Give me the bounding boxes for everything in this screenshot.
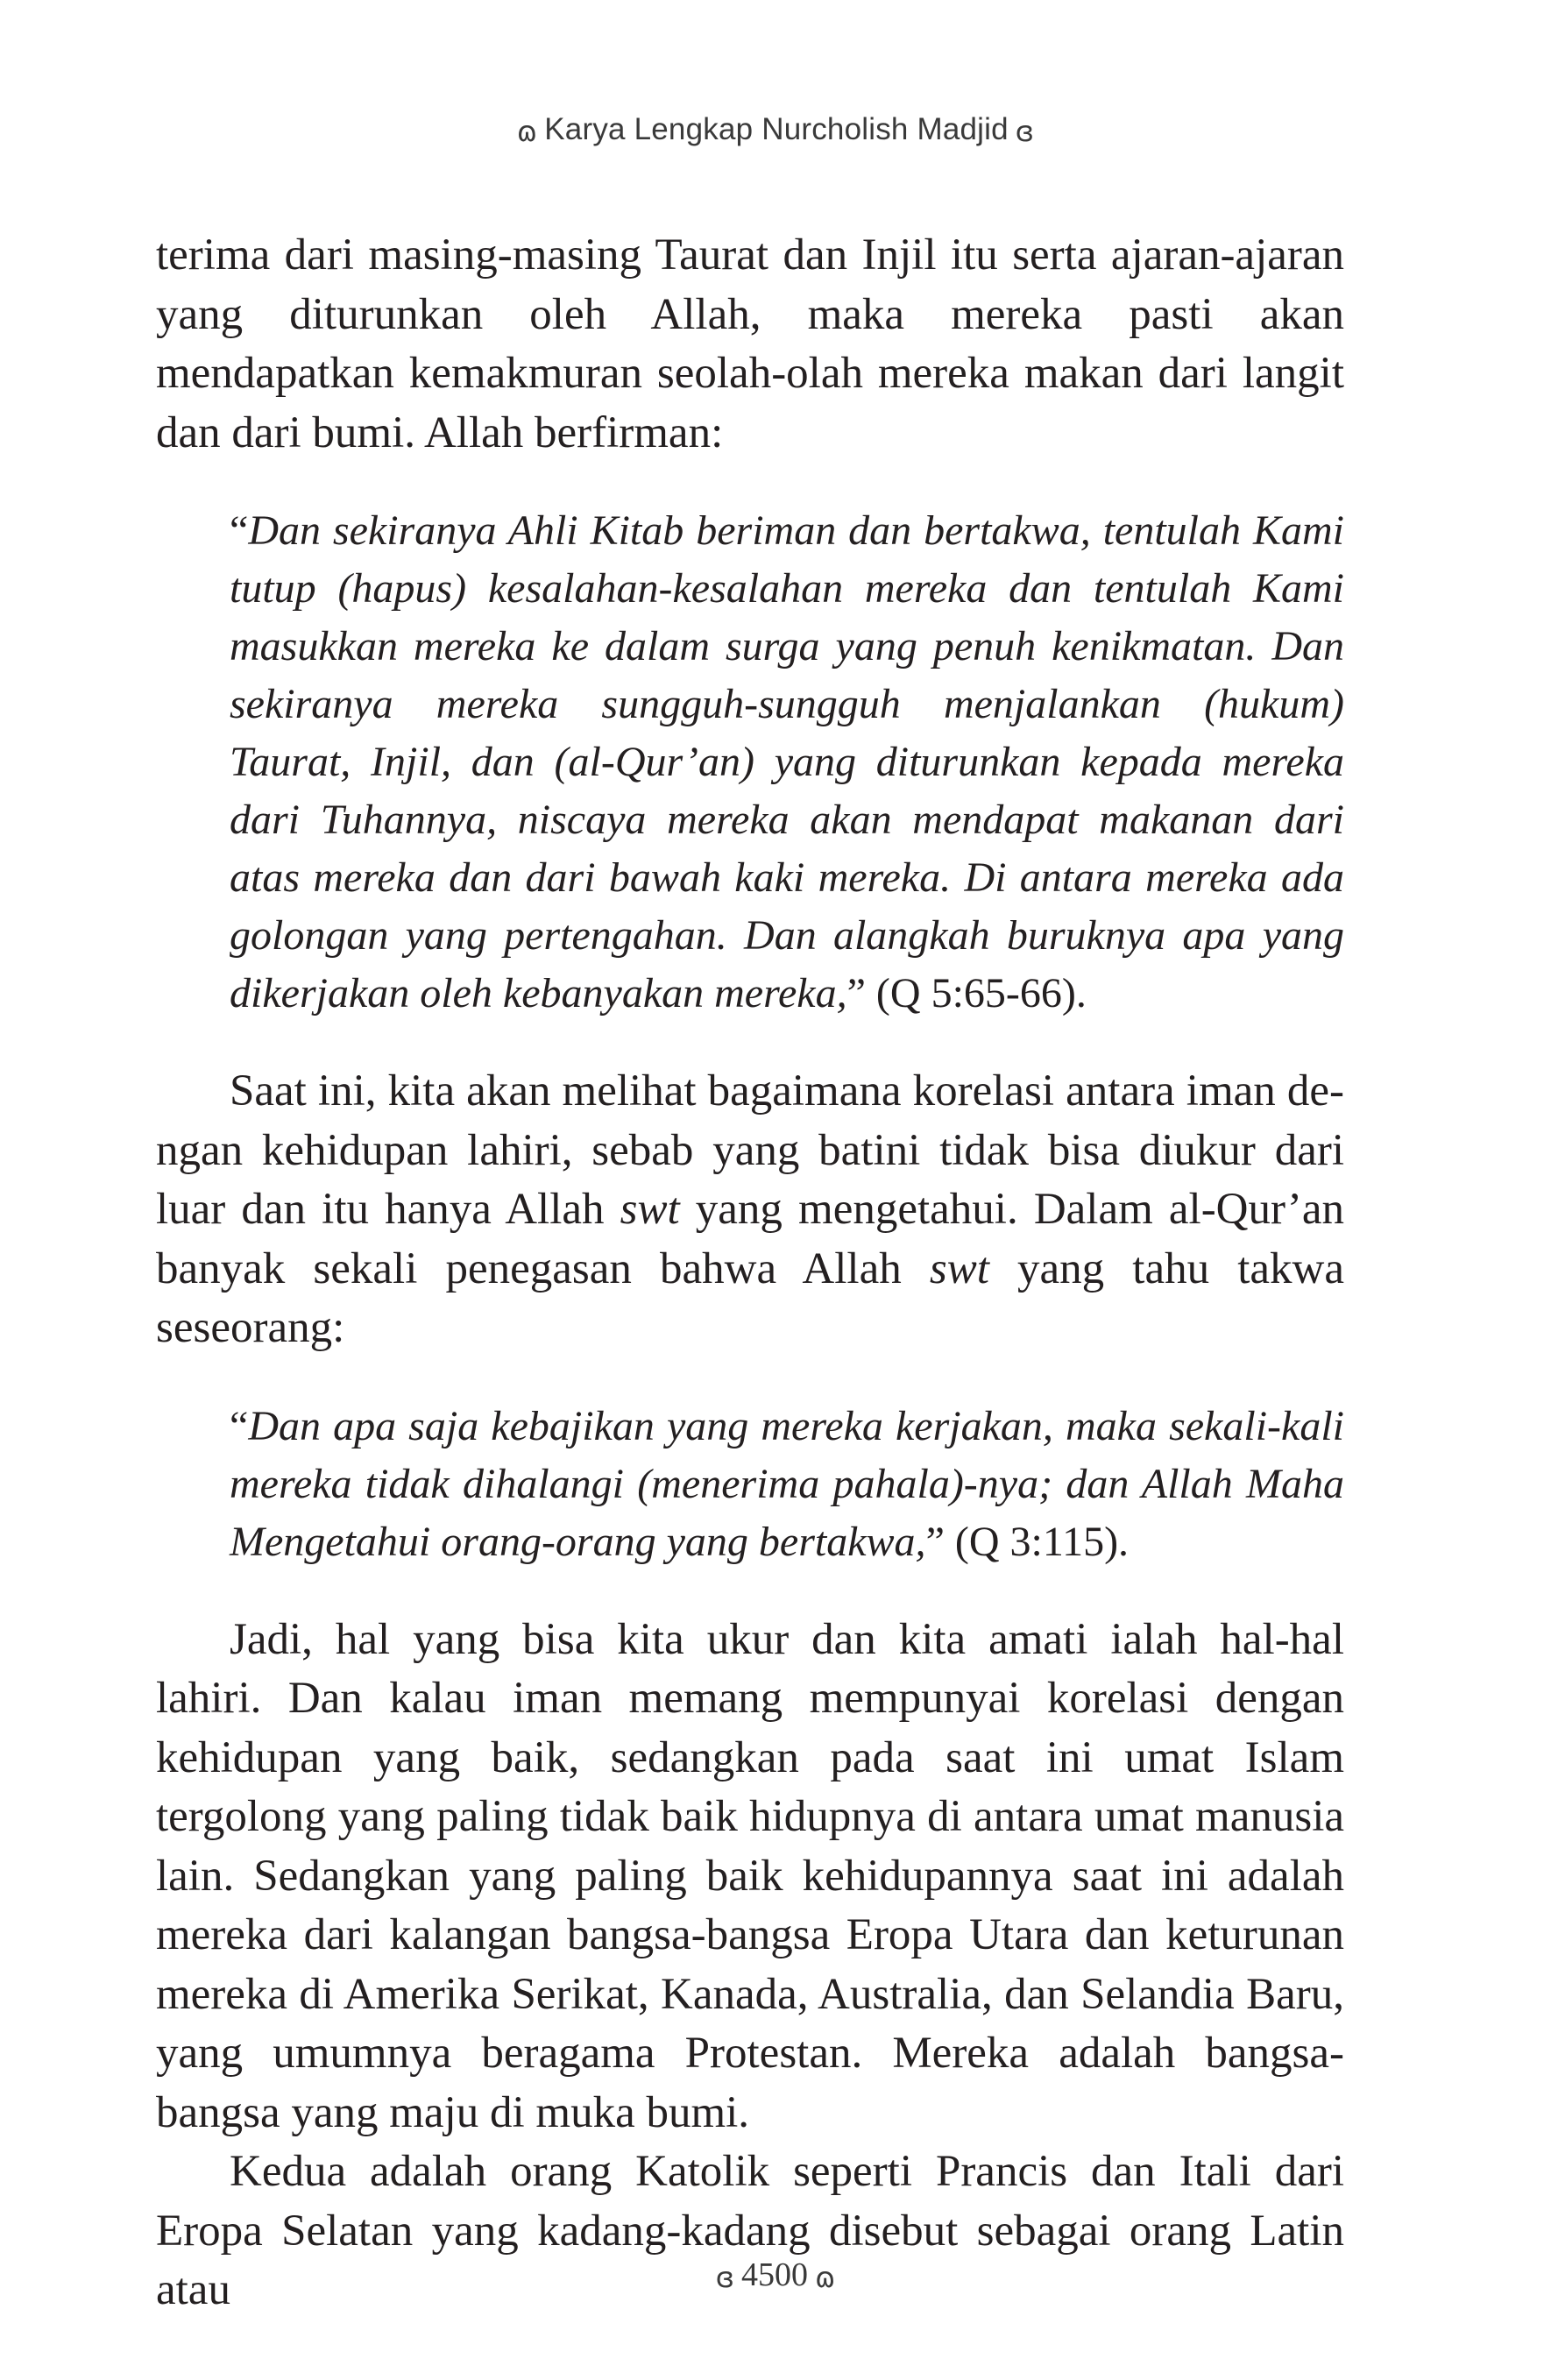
running-header	[0, 112, 1551, 148]
paragraph-2	[156, 1062, 1344, 1358]
quote-1-text: Dan sekiranya Ahli Kitab beriman dan bertakwa, tentulah Kami tutup (hapus) kesalahan-kesalahan mereka dan tentulah Kami masukkan mereka ke dalam surga yang penuh kenikmatan. Dan sekiranya mereka sungguh-sungguh menjalankan (hukum) Taurat, Injil, dan (al-Qur’an) yang diturunkan kepada mereka dari Tuhannya, niscaya mereka akan mendapat makanan dari atas mereka dan dari bawah kaki mereka. Di antara mereka ada golongan yang pertengahan. Dan alangkah buruknya apa yang dikerjakan oleh kebanyakan mereka,	[230, 507, 1344, 1016]
footer-ornament-left-icon: ɞ	[715, 2261, 734, 2295]
quote-1-citation: ” (Q 5:65-66).	[846, 970, 1087, 1016]
quote-1-open: “	[230, 507, 249, 554]
quote-block-1	[230, 502, 1344, 1023]
paragraph-1: terima dari masing-masing Taurat dan Injil itu serta ajaran-ajaran yang diturunkan oleh Allah, maka mereka pasti akan mendapatkan kemakmuran seolah-olah mereka makan dari langit dan dari bumi. Allah berfirman:	[156, 230, 1344, 457]
page-footer	[0, 2256, 1551, 2294]
book-title: Karya Lengkap Nurcholish Madjid	[544, 112, 1009, 146]
quote-block-2	[230, 1398, 1344, 1571]
page-number: 4500	[740, 2256, 808, 2293]
paragraph-2-swt-2: swt	[929, 1243, 989, 1293]
paragraph-2-part-c: yang tahu takwa seseorang:	[156, 1243, 1345, 1352]
paragraph-2-part-a: Saat ini, kita akan melihat bagaimana korelasi antara iman dengan kehidupan lahiri, sebab yang batini tidak bisa diukur dari luar dan itu hanya Allah	[156, 1066, 1344, 1234]
paragraph-3: Jadi, hal yang bisa kita ukur dan kita amati ialah hal-hal lahiri. Dan kalau iman memang mempunyai korelasi dengan kehidupan yang baik, sedangkan pada saat ini umat Islam tergolong yang paling tidak baik hidupnya di antara umat manusia lain. Sedangkan yang paling baik kehidupannya saat ini adalah mereka dari kalangan bangsa-bangsa Eropa Utara dan keturunan mereka di Amerika Serikat, Kanada, Australia, dan Selandia Baru, yang umumnya beragama Protestan. Mereka adalah bangsa-bangsa yang maju di muka bumi.	[156, 1614, 1344, 2137]
quote-2-open: “	[230, 1402, 249, 1449]
footer-ornament-right-icon: ɷ	[814, 2261, 836, 2295]
ornament-right-icon: ɞ	[1015, 114, 1035, 148]
quote-2-text: Dan apa saja kebajikan yang mereka kerjakan, maka sekali-kali mereka tidak dihalangi (menerima pahala)-nya; dan Allah Maha Mengetahui orang-orang yang bertakwa,	[230, 1402, 1344, 1565]
ornament-left-icon: ɷ	[516, 114, 538, 148]
paragraph-4: Kedua adalah orang Katolik seperti Prancis dan Itali dari Eropa Selatan yang kadang-kadang disebut sebagai orang Latin atau	[156, 2147, 1344, 2314]
paragraph-2-swt-1: swt	[620, 1185, 680, 1234]
page-body	[156, 226, 1344, 2320]
quote-2-citation: ” (Q 3:115).	[925, 1518, 1130, 1565]
paragraph-2-part-b: yang mengetahui. Dalam al-Qur’an banyak sekali penegasan bahwa Allah	[156, 1185, 1344, 1293]
